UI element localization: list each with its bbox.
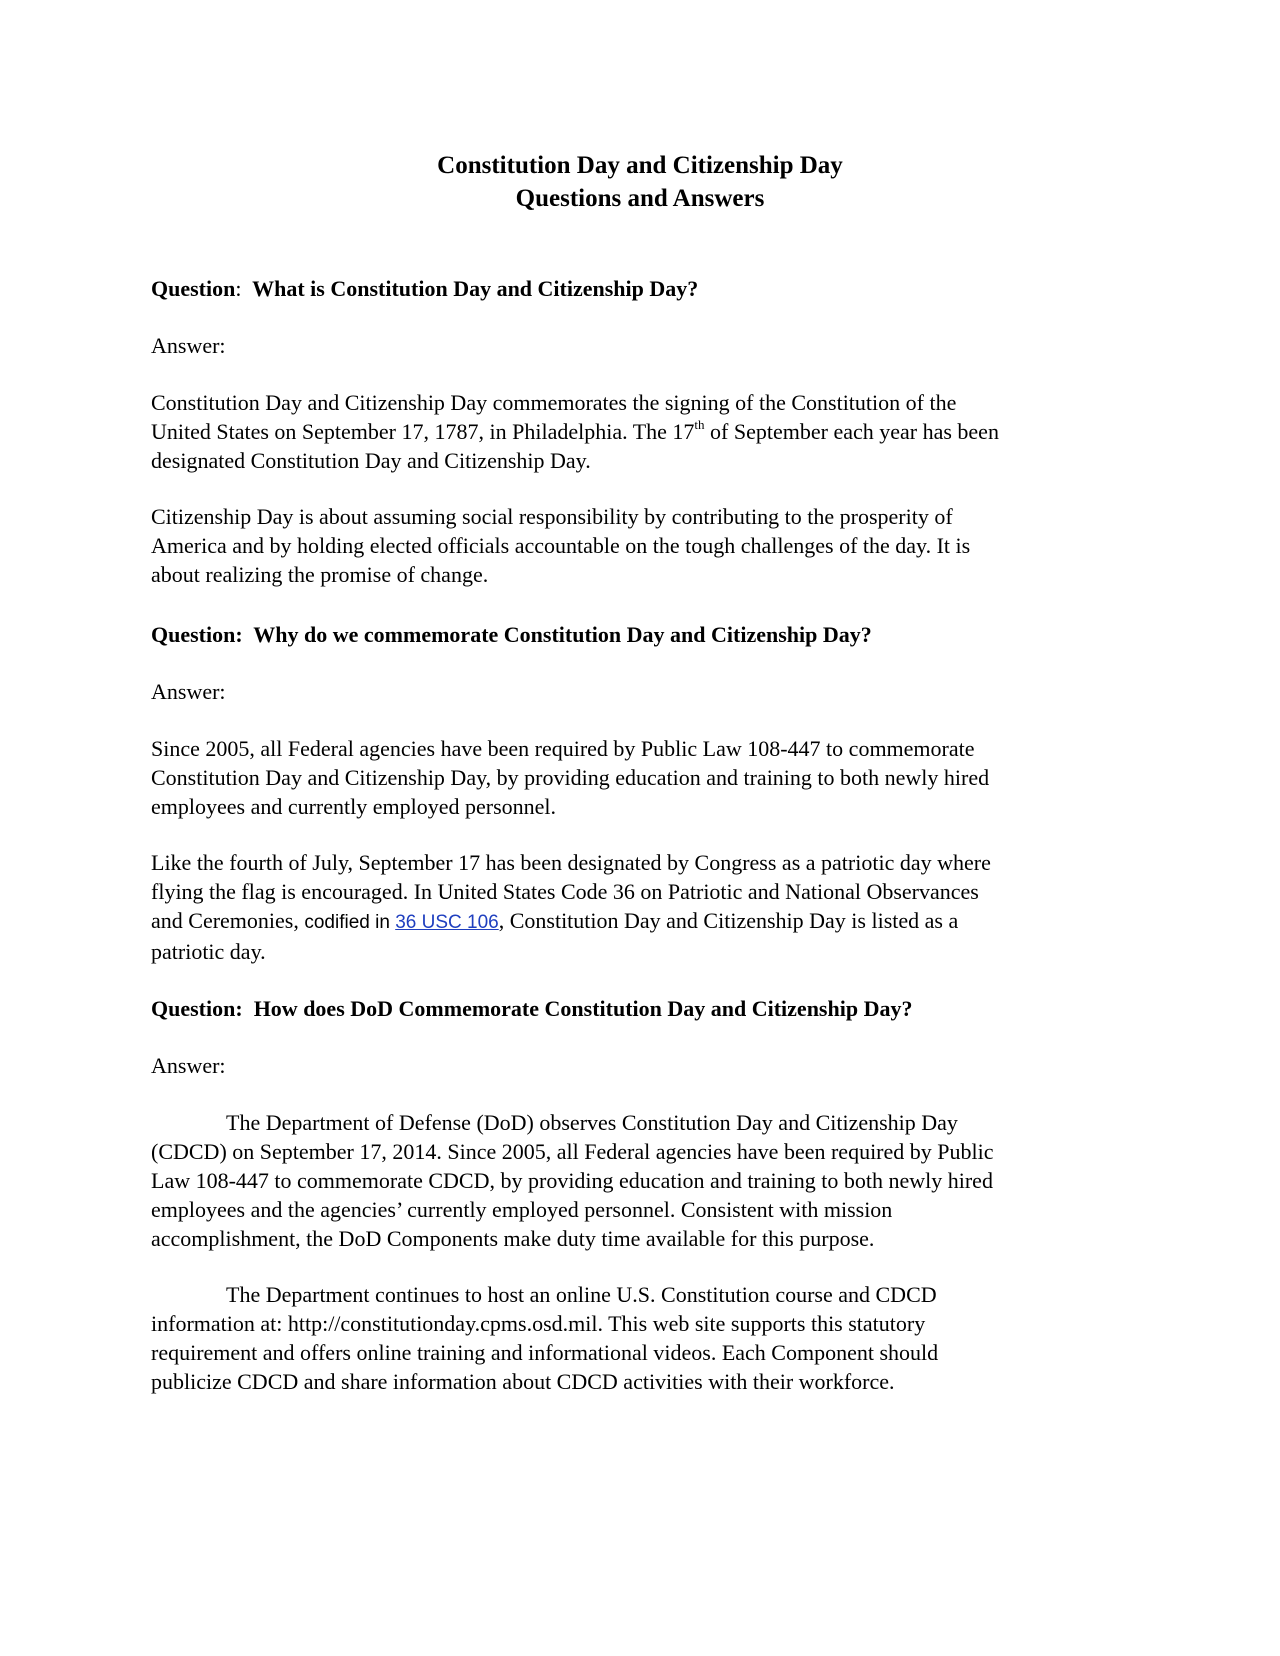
- text-line: Constitution Day and Citizenship Day commemorates the signing of the Constitution of the: [151, 390, 957, 415]
- question-1-label: Question: [151, 276, 236, 301]
- text-line: Citizenship Day is about assuming social responsibility by contributing to the prosperity of: [151, 504, 953, 529]
- text-line: America and by holding elected officials accountable on the tough challenges of the day. It is: [151, 533, 971, 558]
- text-line: about realizing the promise of change.: [151, 562, 489, 587]
- text-line: patriotic day.: [151, 939, 266, 964]
- answer-1-paragraph-1: [151, 388, 1151, 475]
- text-line: Like the fourth of July, September 17 has been designated by Congress as a patriotic day where: [151, 850, 991, 875]
- text-line: accomplishment, the DoD Components make duty time available for this purpose.: [151, 1226, 875, 1251]
- question-3-text: How does DoD Commemorate Constitution Day and Citizenship Day?: [253, 996, 913, 1021]
- question-1-text: What is Constitution Day and Citizenship Day?: [252, 276, 699, 301]
- question-2-label: Question:: [151, 622, 243, 647]
- text-line: flying the flag is encouraged. In United States Code 36 on Patriotic and National Observances: [151, 879, 979, 904]
- usc-link[interactable]: 36 USC 106: [395, 912, 499, 933]
- answer-2-paragraph-1: [151, 734, 1151, 821]
- answer-3-label: Answer:: [151, 1053, 226, 1078]
- question-3: [151, 994, 1151, 1023]
- question-3-label: Question:: [151, 996, 243, 1021]
- ordinal-suffix: th: [694, 416, 705, 432]
- text-line: Since 2005, all Federal agencies have been required by Public Law 108-447 to commemorate: [151, 736, 975, 761]
- answer-2-paragraph-2: [151, 848, 1151, 966]
- text-line: Law 108-447 to commemorate CDCD, by providing education and training to both newly hired: [151, 1168, 993, 1193]
- answer-2-label: Answer:: [151, 679, 226, 704]
- text-line: employees and the agencies’ currently employed personnel. Consistent with mission: [151, 1197, 893, 1222]
- text-line: requirement and offers online training and informational videos. Each Component should: [151, 1340, 939, 1365]
- title-line-2: Questions and Answers: [515, 185, 765, 212]
- text-line: employees and currently employed personnel.: [151, 794, 557, 819]
- text-line: publicize CDCD and share information about CDCD activities with their workforce.: [151, 1369, 895, 1394]
- text-line: United States on September 17, 1787, in Philadelphia. The 17th of September each year has been: [151, 416, 999, 444]
- answer-1-label: Answer:: [151, 333, 226, 358]
- question-2: [151, 620, 1151, 649]
- text-line: and Ceremonies, codified in 36 USC 106, Constitution Day and Citizenship Day is listed as a: [151, 908, 959, 933]
- answer-3-paragraph-2: [151, 1280, 1151, 1396]
- text-line: The Department continues to host an online U.S. Constitution course and CDCD: [226, 1282, 937, 1307]
- question-1: Question: What is Constitution Day and Citizenship Day?: [151, 276, 699, 301]
- codified-text: codified in: [304, 912, 396, 933]
- question-2-text: Why do we commemorate Constitution Day and Citizenship Day?: [253, 622, 872, 647]
- text-line: Constitution Day and Citizenship Day, by providing education and training to both newly hired: [151, 765, 990, 790]
- text-line: (CDCD) on September 17, 2014. Since 2005, all Federal agencies have been required by Public: [151, 1139, 994, 1164]
- answer-1-paragraph-2: [151, 502, 1151, 589]
- title-line-1: Constitution Day and Citizenship Day: [437, 152, 843, 179]
- text-line: The Department of Defense (DoD) observes Constitution Day and Citizenship Day: [226, 1110, 958, 1135]
- text-line: designated Constitution Day and Citizenship Day.: [151, 448, 591, 473]
- text-line: information at: http://constitutionday.cpms.osd.mil. This web site supports this statutory: [151, 1311, 926, 1336]
- answer-3-paragraph-1: [151, 1108, 1151, 1253]
